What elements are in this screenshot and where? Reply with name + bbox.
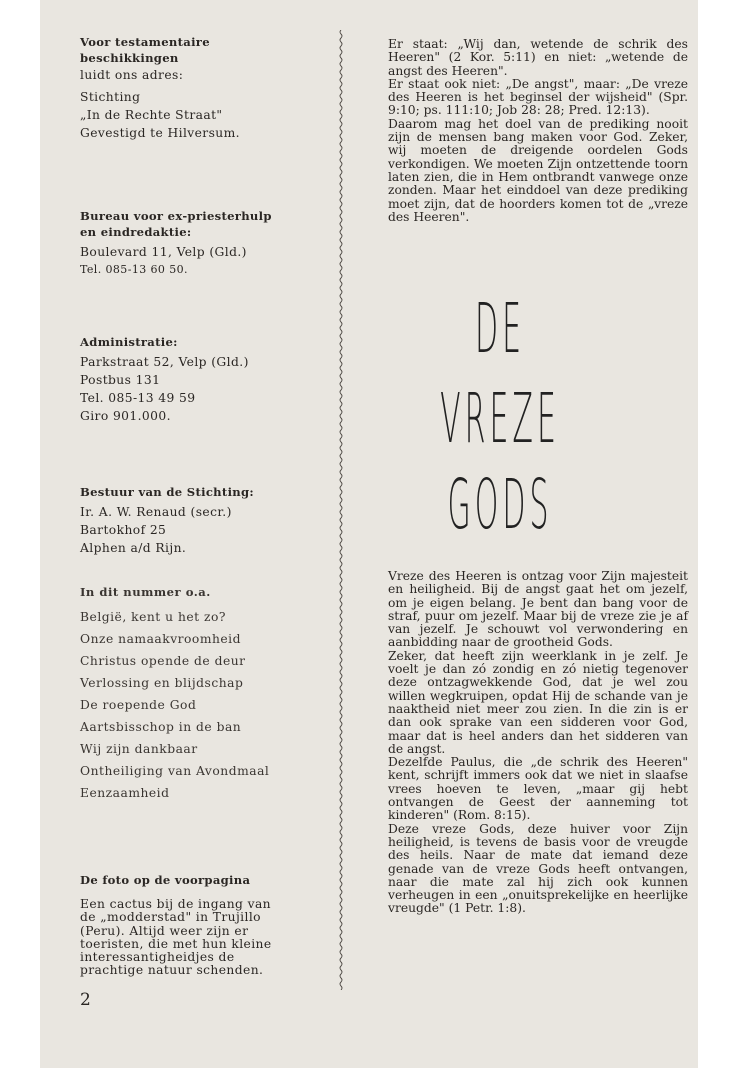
contents-section <box>80 584 330 804</box>
contents-item: Ontheiliging van Avondmaal <box>80 764 270 778</box>
bestuur-line: Bartokhof 25 <box>80 523 167 537</box>
article-paragraph: Daarom mag het doel van de prediking nooit zijn de mensen bang maken voor God. Zeker, wij moeten de dreigende oordelen Gods verkondigen. We moeten Zijn ontzettende toorn laten zien, die in Hem ontbrandt vanwege onze zonden. Maar het einddoel van deze prediking moet zijn, dat de hoorders komen tot de „vreze des Heeren". <box>388 116 688 224</box>
administratie-line: Tel. 085-13 49 59 <box>80 391 196 405</box>
article-paragraph: Vreze des Heeren is ontzag voor Zijn majesteit en heiligheid. Bij de angst gaat het om jezelf, om je eigen belang. Je bent dan bang voor de straf, puur om jezelf. Maar bij de vreze zie je af van jezelf. Je schouwt vol verwondering en aanbidding naar de grootheid Gods. <box>388 569 688 650</box>
contents-item: Eenzaamheid <box>80 786 170 800</box>
article-title-de: DE <box>474 290 526 371</box>
contents-item: België, kent u het zo? <box>80 610 226 624</box>
foto-section <box>80 872 330 978</box>
article-title-vreze: VREZE <box>440 380 560 461</box>
testament-line: Stichting <box>80 90 141 104</box>
foto-heading: De foto op de voorpagina <box>80 873 251 887</box>
administratie-line: Postbus 131 <box>80 373 161 387</box>
testament-heading-2: beschikkingen <box>80 51 179 65</box>
administratie-line: Parkstraat 52, Velp (Gld.) <box>80 355 249 369</box>
contents-item: Christus opende de deur <box>80 654 246 668</box>
article-top <box>388 38 688 224</box>
contents-item: Verlossing en blijdschap <box>80 676 244 690</box>
article-paragraph: Er staat: „Wij dan, wetende de schrik des Heeren" (2 Kor. 5:11) en niet: „wetende de angst des Heeren". <box>388 37 688 78</box>
bestuur-line: Alphen a/d Rijn. <box>80 541 187 555</box>
administratie-heading: Administratie: <box>80 335 178 349</box>
foto-line: Een cactus bij de ingang van <box>80 897 272 911</box>
bureau-section <box>80 208 330 279</box>
administratie-section <box>80 334 330 425</box>
contents-item: Aartsbisschop in de ban <box>80 720 242 734</box>
article-bottom <box>388 570 688 916</box>
foto-line: toeristen, die met hun kleine <box>80 936 272 951</box>
testament-line: luidt ons adres: <box>80 68 184 82</box>
contents-item: De roepende God <box>80 698 197 712</box>
bureau-heading-2: en eindredaktie: <box>80 225 192 239</box>
wavy-column-divider <box>338 30 344 990</box>
testament-section <box>80 34 330 142</box>
foto-line: prachtige natuur schenden. <box>80 963 264 978</box>
bestuur-section <box>80 484 330 557</box>
contents-item: Wij zijn dankbaar <box>80 742 198 756</box>
page-number: 2 <box>80 990 91 1010</box>
bureau-line: Tel. 085-13 60 50. <box>80 263 188 276</box>
article-paragraph: Dezelfde Paulus, die „de schrik des Heeren" kent, schrijft immers ook dat we niet in slaafse vrees hoeven te leven, „maar gij hebt ontvangen de Geest der aanneming tot kinderen" (Rom. 8:15). <box>388 755 688 823</box>
article-paragraph: Deze vreze Gods, deze huiver voor Zijn heiligheid, is tevens de basis voor de vreugde des heils. Naar de mate dat iemand deze genade van de vreze Gods heeft ontvangen, naar die mate zal hij zich ook kunnen verheugen in een „onuitsprekelijke en heerlijke vreugde" (1 Petr. 1:8). <box>388 821 688 916</box>
foto-line: (Peru). Altijd weer zijn er <box>80 923 249 938</box>
contents-heading: In dit nummer o.a. <box>80 585 211 599</box>
testament-heading-1: Voor testamentaire <box>80 35 210 49</box>
bestuur-line: Ir. A. W. Renaud (secr.) <box>80 505 232 519</box>
bureau-line: Boulevard 11, Velp (Gld.) <box>80 245 247 259</box>
testament-line: „In de Rechte Straat" <box>80 108 223 122</box>
contents-item: Onze namaakvroomheid <box>80 632 241 646</box>
article-paragraph: Zeker, dat heeft zijn weerklank in je zelf. Je voelt je dan zó zondig en zó nietig tegenover deze ontzagwekkende God, dat je wel zou willen wegkruipen, opdat Hij de schande van je naaktheid niet meer zou zien. In die zin is er dan ook sprake van een sidderen voor God, maar dat is heel anders dan het sidderen van de angst. <box>388 648 688 756</box>
testament-line: Gevestigd te Hilversum. <box>80 126 240 140</box>
article-paragraph: Er staat ook niet: „De angst", maar: „De vreze des Heeren is het beginsel der wijsheid" (Spr. 9:10; ps. 111:10; Job 28: 28; Pred. 12:13). <box>388 76 688 118</box>
administratie-line: Giro 901.000. <box>80 409 171 423</box>
bureau-heading-1: Bureau voor ex-priesterhulp <box>80 209 272 223</box>
foto-line: de „modderstad" in Trujillo <box>80 910 261 925</box>
foto-line: interessantigheidjes de <box>80 950 235 965</box>
article-title-gods: GODS <box>447 466 553 547</box>
bestuur-heading: Bestuur van de Stichting: <box>80 485 254 499</box>
